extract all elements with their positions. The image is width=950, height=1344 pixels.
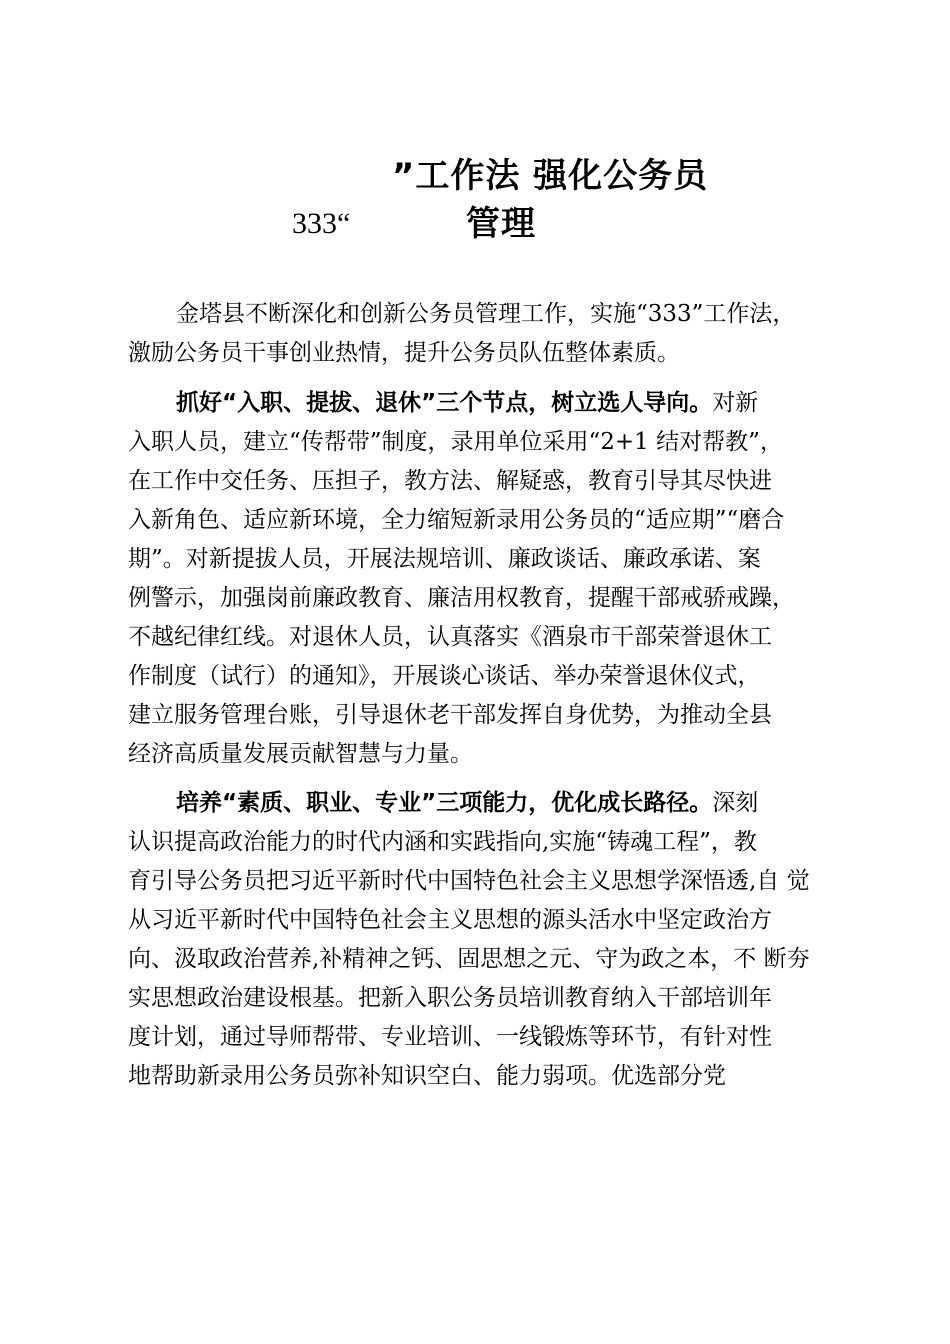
paragraph-2-line-10: 经济高质量发展贡献智慧与力量。 (128, 741, 473, 767)
paragraph-1-line-2: 激励公务员干事创业热情，提升公务员队伍整体素质。 (128, 340, 680, 366)
paragraph-3-line-2: 认识提高政治能力的时代内涵和实践指向,实施“铸魂工程”，教 (128, 829, 757, 855)
paragraph-3-line-8: 地帮助新录用公务员弥补知识空白、能力弱项。优选部分党 (128, 1063, 726, 1089)
paragraph-2-line-4: 入新角色、适应新环境，全力缩短新录用公务员的“适应期”“磨合 (128, 507, 785, 533)
document-title (0, 0, 950, 260)
title-line-2: 管理 (466, 204, 536, 244)
paragraph-3-line-6: 实思想政治建设根基。把新入职公务员培训教育纳入干部培训年 (128, 985, 772, 1011)
paragraph-3-line-4: 从习近平新时代中国特色社会主义思想的源头活水中坚定政治方 (128, 907, 772, 933)
paragraph-3-line-5: 向、汲取政治营养,补精神之钙、固思想之元、守为政之本，不 断夯 (128, 946, 810, 972)
paragraph-2-line-9: 建立服务管理台账，引导退休老干部发挥自身优势，为推动全县 (128, 702, 772, 728)
paragraph-2-line-8: 作制度（试行）的通知》，开展谈心谈话、举办荣誉退休仪式， (128, 663, 761, 689)
paragraph-2-line-3: 在工作中交任务、压担子，教方法、解疑惑，教育引导其尽快进 (128, 468, 772, 494)
paragraph-2-line-7: 不越纪律红线。对退休人员，认真落实《酒泉市干部荣誉退休工 (128, 624, 772, 650)
paragraph-3-line-7: 度计划，通过导师帮带、专业培训、一线锻炼等环节，有针对性 (128, 1024, 772, 1050)
title-line-1: ”工作法 强化公务员 (392, 156, 709, 196)
paragraph-3-line-1: 培养“素质、职业、专业”三项能力，优化成长路径。深刻 (176, 790, 759, 816)
paragraph-2-heading: 抓好“入职、提拔、退休”三个节点，树立选人导向。 (176, 390, 713, 416)
paragraph-1-line-1: 金塔县不断深化和创新公务员管理工作，实施“333”工作法， (176, 301, 796, 327)
paragraph-2-line-6: 例警示，加强岗前廉政教育、廉洁用权教育，提醒干部戒骄戒躁， (128, 585, 795, 611)
paragraph-2-line-2: 入职人员，建立“传帮带”制度，录用单位采用“2+1 结对帮教”， (128, 429, 783, 455)
title-number: 333“ (292, 207, 351, 240)
paragraph-3-line-3: 育引导公务员把习近平新时代中国特色社会主义思想学深悟透,自 觉 (128, 868, 810, 894)
paragraph-3-heading: 培养“素质、职业、专业”三项能力，优化成长路径。 (176, 790, 713, 816)
paragraph-2-line-5: 期”。对新提拔人员，开展法规培训、廉政谈话、廉政承诺、案 (128, 546, 761, 572)
paragraph-2-line-1: 抓好“入职、提拔、退休”三个节点，树立选人导向。对新 (176, 390, 759, 416)
